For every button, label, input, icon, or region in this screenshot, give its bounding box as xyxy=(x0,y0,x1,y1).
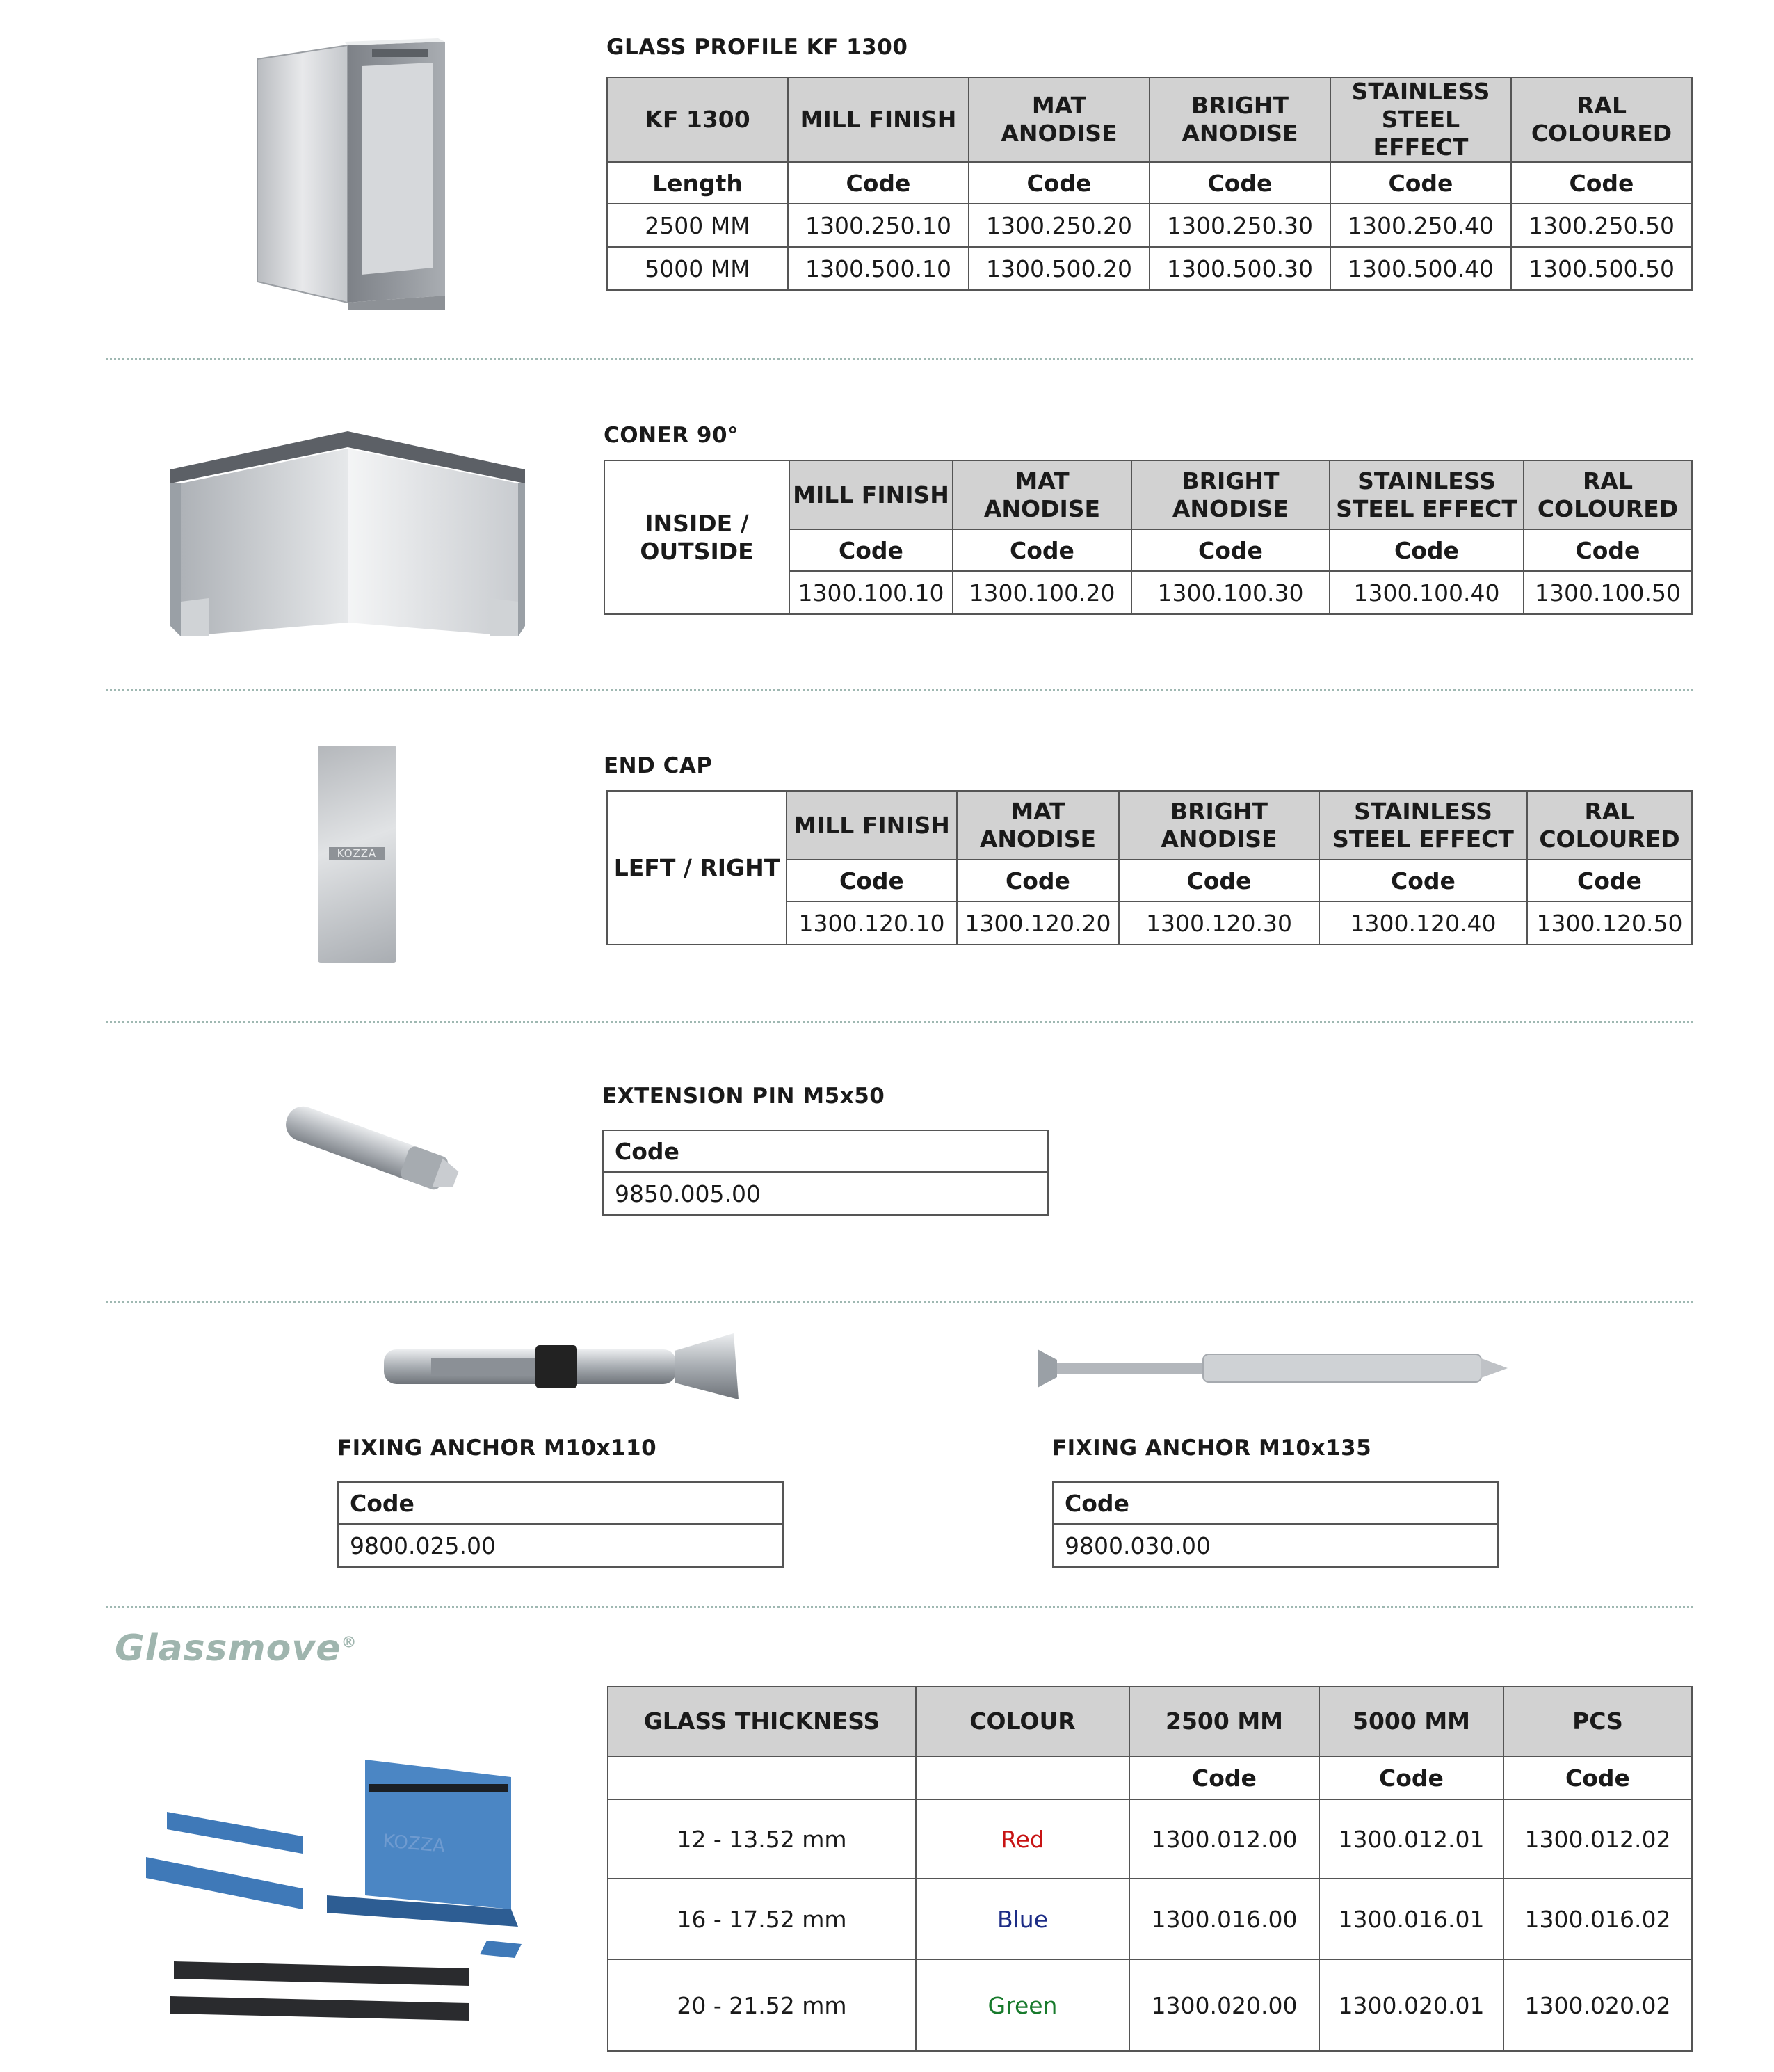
cell: 1300.012.02 xyxy=(1503,1799,1692,1879)
anchor1-code-table xyxy=(337,1481,784,1568)
sub-header: Code xyxy=(1330,162,1511,204)
table-row xyxy=(608,1959,1692,2051)
anchor2-title: FIXING ANCHOR M10x135 xyxy=(1052,1436,1372,1461)
col-header: 5000 MM xyxy=(1319,1687,1503,1756)
table-row xyxy=(608,1879,1692,1959)
corner-image xyxy=(167,428,529,640)
glassmove-image xyxy=(143,1756,563,2024)
cell: 1300.016.00 xyxy=(1129,1879,1319,1959)
cell: 1300.020.00 xyxy=(1129,1959,1319,2051)
cell: 1300.500.40 xyxy=(1330,247,1511,290)
glassmove-logo xyxy=(115,1628,357,1669)
sub-header: Code xyxy=(787,860,957,901)
cell: 1300.016.02 xyxy=(1503,1879,1692,1959)
cell: 1300.020.02 xyxy=(1503,1959,1692,2051)
col-header: STAINLESS STEEL EFFECT xyxy=(1330,460,1524,529)
sub-header: Code xyxy=(957,860,1119,901)
cell: 1300.100.40 xyxy=(1330,571,1524,614)
cell: 1300.020.01 xyxy=(1319,1959,1503,2051)
cell: 1300.120.10 xyxy=(787,901,957,945)
cell: 1300.500.10 xyxy=(788,247,969,290)
col-header: BRIGHT ANODISE xyxy=(1119,791,1319,860)
code-value: 9800.025.00 xyxy=(338,1524,783,1567)
sub-header: Code xyxy=(1330,529,1524,571)
glassmove-table xyxy=(607,1686,1693,2052)
col-header: MILL FINISH xyxy=(789,460,953,529)
endcap-title: END CAP xyxy=(604,753,713,778)
colour-cell: Red xyxy=(916,1799,1129,1879)
col-header: STAINLESS STEEL EFFECT xyxy=(1330,77,1511,162)
cell: 1300.250.30 xyxy=(1150,204,1330,247)
col-header: RAL COLOURED xyxy=(1524,460,1692,529)
sub-header: Code xyxy=(1131,529,1330,571)
profile-table xyxy=(606,77,1693,291)
table-row xyxy=(608,1799,1692,1879)
corner-table xyxy=(604,460,1693,615)
col-header: BRIGHT ANODISE xyxy=(1131,460,1330,529)
thickness-cell: 16 - 17.52 mm xyxy=(608,1879,916,1959)
cell: 1300.100.30 xyxy=(1131,571,1330,614)
brand-mark: ® xyxy=(341,1634,357,1652)
col-header: MILL FINISH xyxy=(788,77,969,162)
cell: 1300.500.30 xyxy=(1150,247,1330,290)
sub-header xyxy=(608,1756,916,1799)
sub-header: Code xyxy=(1150,162,1330,204)
code-value: 9850.005.00 xyxy=(603,1172,1048,1215)
cell: 1300.250.10 xyxy=(788,204,969,247)
col-header: GLASS THICKNESS xyxy=(608,1687,916,1756)
kozza-logo: KOZZA xyxy=(329,847,385,860)
cell: 2500 MM xyxy=(607,204,788,247)
section-divider xyxy=(106,358,1693,360)
table-row xyxy=(607,204,1692,247)
cell: 1300.250.20 xyxy=(969,204,1150,247)
col-header: MILL FINISH xyxy=(787,791,957,860)
col-header: COLOUR xyxy=(916,1687,1129,1756)
thickness-cell: 12 - 13.52 mm xyxy=(608,1799,916,1879)
colour-cell: Green xyxy=(916,1959,1129,2051)
anchor2-image xyxy=(1036,1346,1509,1391)
col-header: MAT ANODISE xyxy=(957,791,1119,860)
anchor1-title: FIXING ANCHOR M10x110 xyxy=(337,1436,657,1461)
col-header: KF 1300 xyxy=(607,77,788,162)
section-divider xyxy=(106,1301,1693,1303)
col-header: PCS xyxy=(1503,1687,1692,1756)
col-header: STAINLESS STEEL EFFECT xyxy=(1319,791,1527,860)
table-row xyxy=(607,247,1692,290)
thickness-cell: 20 - 21.52 mm xyxy=(608,1959,916,2051)
code-header: Code xyxy=(603,1130,1048,1172)
cell: 1300.100.50 xyxy=(1524,571,1692,614)
sub-header: Code xyxy=(1129,1756,1319,1799)
cell: 1300.016.01 xyxy=(1319,1879,1503,1959)
glass-profile-image xyxy=(250,38,452,310)
cell: 1300.250.50 xyxy=(1511,204,1692,247)
col-header: BRIGHT ANODISE xyxy=(1150,77,1330,162)
cell: 1300.100.20 xyxy=(953,571,1131,614)
endcap-image xyxy=(318,746,396,963)
sub-header: Code xyxy=(1524,529,1692,571)
corner-title: CONER 90° xyxy=(604,423,739,448)
code-value: 9800.030.00 xyxy=(1053,1524,1498,1567)
sub-header: Code xyxy=(1119,860,1319,901)
code-header: Code xyxy=(1053,1482,1498,1524)
anchor1-image xyxy=(382,1330,741,1403)
colour-cell: Blue xyxy=(916,1879,1129,1959)
pin-code-table xyxy=(602,1130,1049,1216)
anchor2-code-table xyxy=(1052,1481,1499,1568)
cell: 5000 MM xyxy=(607,247,788,290)
section-divider xyxy=(106,1021,1693,1023)
pin-title: EXTENSION PIN M5x50 xyxy=(602,1084,885,1109)
cell: 1300.120.40 xyxy=(1319,901,1527,945)
cell: 1300.100.10 xyxy=(789,571,953,614)
sub-header xyxy=(916,1756,1129,1799)
sub-header: Length xyxy=(607,162,788,204)
sub-header: Code xyxy=(1319,860,1527,901)
profile-title: GLASS PROFILE KF 1300 xyxy=(606,35,908,60)
endcap-table xyxy=(606,790,1693,945)
section-divider xyxy=(106,689,1693,691)
sub-header: Code xyxy=(1527,860,1692,901)
sub-header: Code xyxy=(789,529,953,571)
sub-header: Code xyxy=(1319,1756,1503,1799)
sub-header: Code xyxy=(969,162,1150,204)
cell: 1300.120.20 xyxy=(957,901,1119,945)
corner-label: INSIDE / OUTSIDE xyxy=(604,460,789,614)
kozza-mark: KOZZA xyxy=(382,1831,446,1857)
sub-header: Code xyxy=(788,162,969,204)
sub-header: Code xyxy=(953,529,1131,571)
cell: 1300.120.50 xyxy=(1527,901,1692,945)
cell: 1300.500.20 xyxy=(969,247,1150,290)
brand-name: Glassmove xyxy=(115,1628,341,1669)
code-header: Code xyxy=(338,1482,783,1524)
cell: 1300.012.01 xyxy=(1319,1799,1503,1879)
cell: 1300.012.00 xyxy=(1129,1799,1319,1879)
cell: 1300.250.40 xyxy=(1330,204,1511,247)
sub-header: Code xyxy=(1503,1756,1692,1799)
col-header: MAT ANODISE xyxy=(953,460,1131,529)
endcap-label: LEFT / RIGHT xyxy=(607,791,787,945)
section-divider xyxy=(106,1606,1693,1608)
col-header: MAT ANODISE xyxy=(969,77,1150,162)
pin-image xyxy=(275,1093,469,1205)
cell: 1300.120.30 xyxy=(1119,901,1319,945)
col-header: 2500 MM xyxy=(1129,1687,1319,1756)
cell: 1300.500.50 xyxy=(1511,247,1692,290)
col-header: RAL COLOURED xyxy=(1511,77,1692,162)
sub-header: Code xyxy=(1511,162,1692,204)
col-header: RAL COLOURED xyxy=(1527,791,1692,860)
